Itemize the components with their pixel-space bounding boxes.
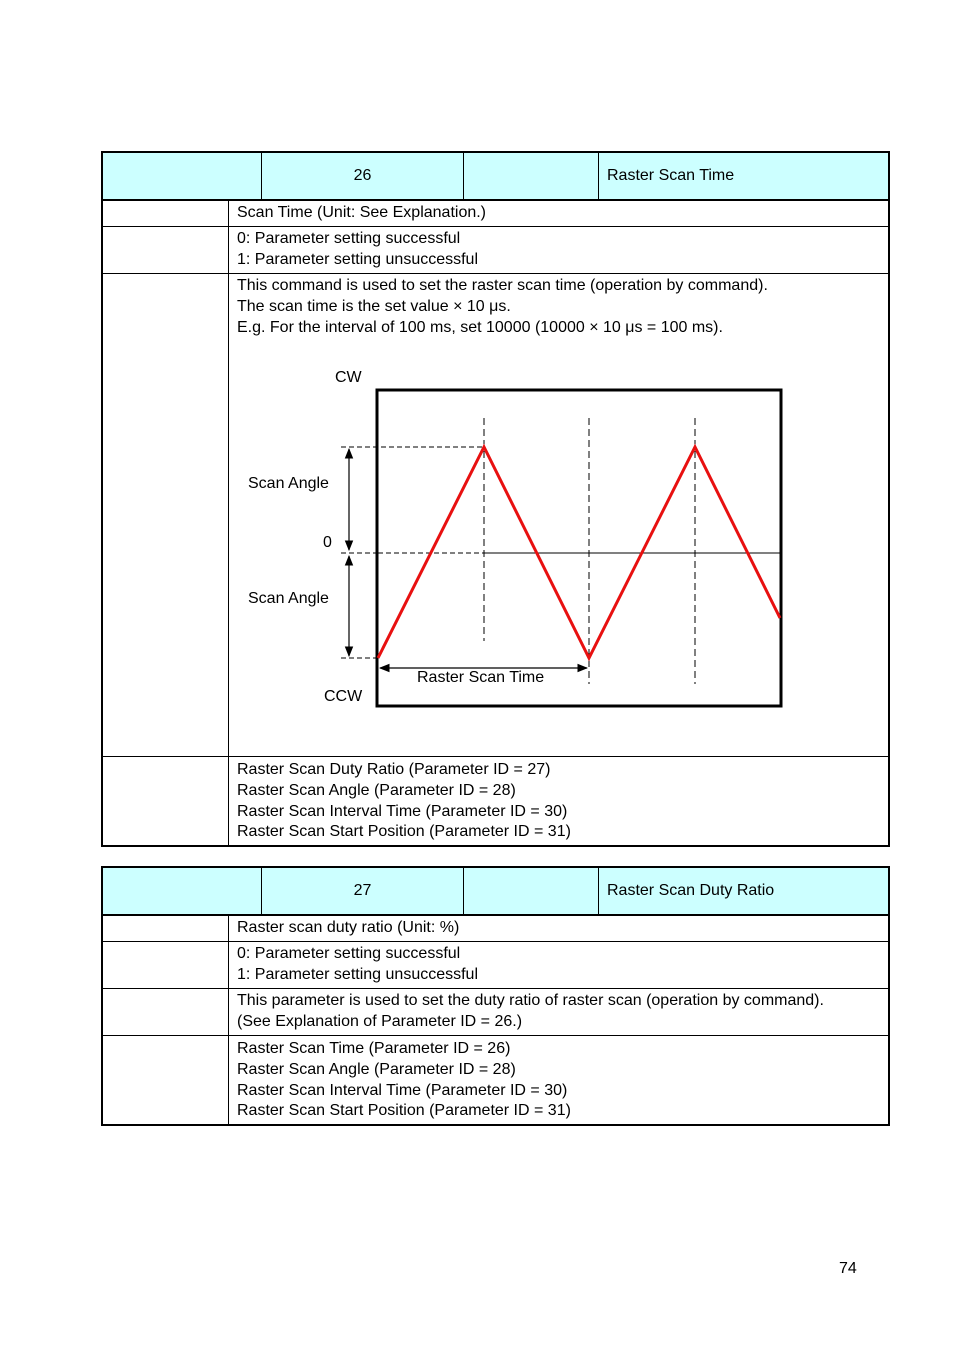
related-line: Raster Scan Angle (Parameter ID = 28) — [237, 781, 516, 799]
header-cell-blank-2 — [464, 868, 599, 914]
ccw-label: CCW — [324, 688, 363, 705]
response-row — [103, 942, 888, 989]
explanation-row — [103, 274, 888, 757]
related-line: Raster Scan Start Position (Parameter ID = 31) — [237, 823, 571, 841]
parameter-table-27 — [101, 866, 890, 1126]
response-line: 0: Parameter setting successful — [237, 945, 461, 962]
parameter-table-26 — [101, 151, 890, 847]
explanation-value — [229, 274, 888, 756]
related-line: Raster Scan Interval Time (Parameter ID = 30) — [237, 1081, 568, 1099]
related-line: Raster Scan Duty Ratio (Parameter ID = 27) — [237, 761, 551, 778]
header-cell-blank-2 — [464, 153, 599, 199]
row-label — [103, 942, 229, 988]
response-line: 1: Parameter setting unsuccessful — [237, 250, 479, 268]
row-label — [103, 1036, 229, 1124]
table-header — [103, 868, 888, 916]
row-label — [103, 757, 229, 845]
page-number: 74 — [839, 1260, 857, 1277]
related-line: Raster Scan Start Position (Parameter ID = 31) — [237, 1102, 571, 1120]
response-line: 1: Parameter setting unsuccessful — [237, 965, 479, 983]
related-value — [229, 757, 888, 845]
row-label — [103, 201, 229, 226]
header-cell-blank-1 — [103, 868, 262, 914]
related-row — [103, 1036, 888, 1124]
setting-row — [103, 201, 888, 227]
explanation-line: (See Explanation of Parameter ID = 26.) — [237, 1012, 523, 1030]
setting-text: Raster scan duty ratio (Unit: %) — [237, 919, 460, 936]
related-row — [103, 757, 888, 845]
raster-scan-diagram — [248, 366, 827, 713]
row-label — [103, 916, 229, 941]
row-label — [103, 274, 229, 756]
zero-label: 0 — [323, 534, 332, 551]
table-header — [103, 153, 888, 201]
explanation-line: This command is used to set the raster scan time (operation by command). — [237, 277, 768, 294]
setting-value — [229, 916, 888, 941]
scan-angle-upper-label: Scan Angle — [248, 475, 329, 492]
setting-row — [103, 916, 888, 942]
explanation-line: E.g. For the interval of 100 ms, set 10000 (10000 × 10 μs = 100 ms). — [237, 318, 723, 336]
related-value — [229, 1036, 888, 1124]
param-name-cell: Raster Scan Time — [607, 167, 735, 184]
header-cell-blank-1 — [103, 153, 262, 199]
related-line: Raster Scan Time (Parameter ID = 26) — [237, 1040, 511, 1057]
cw-label: CW — [335, 369, 362, 386]
scan-angle-lower-label: Scan Angle — [248, 590, 329, 607]
row-label — [103, 227, 229, 273]
response-row — [103, 227, 888, 274]
raster-scan-svg — [248, 366, 827, 706]
raster-scan-time-label: Raster Scan Time — [417, 669, 545, 686]
related-line: Raster Scan Angle (Parameter ID = 28) — [237, 1060, 516, 1078]
param-id-cell: 27 — [262, 868, 464, 914]
param-name-cell: Raster Scan Duty Ratio — [607, 882, 775, 899]
response-value — [229, 942, 888, 988]
row-label — [103, 989, 229, 1035]
response-line: 0: Parameter setting successful — [237, 230, 461, 247]
diagram-frame — [377, 390, 781, 706]
param-id-cell: 26 — [262, 153, 464, 199]
setting-text: Scan Time (Unit: See Explanation.) — [237, 204, 487, 221]
response-value — [229, 227, 888, 273]
explanation-row — [103, 989, 888, 1036]
explanation-value — [229, 989, 888, 1035]
setting-value — [229, 201, 888, 226]
explanation-line: The scan time is the set value × 10 μs. — [237, 297, 511, 315]
explanation-line: This parameter is used to set the duty ratio of raster scan (operation by command). — [237, 992, 824, 1009]
related-line: Raster Scan Interval Time (Parameter ID = 30) — [237, 802, 568, 820]
